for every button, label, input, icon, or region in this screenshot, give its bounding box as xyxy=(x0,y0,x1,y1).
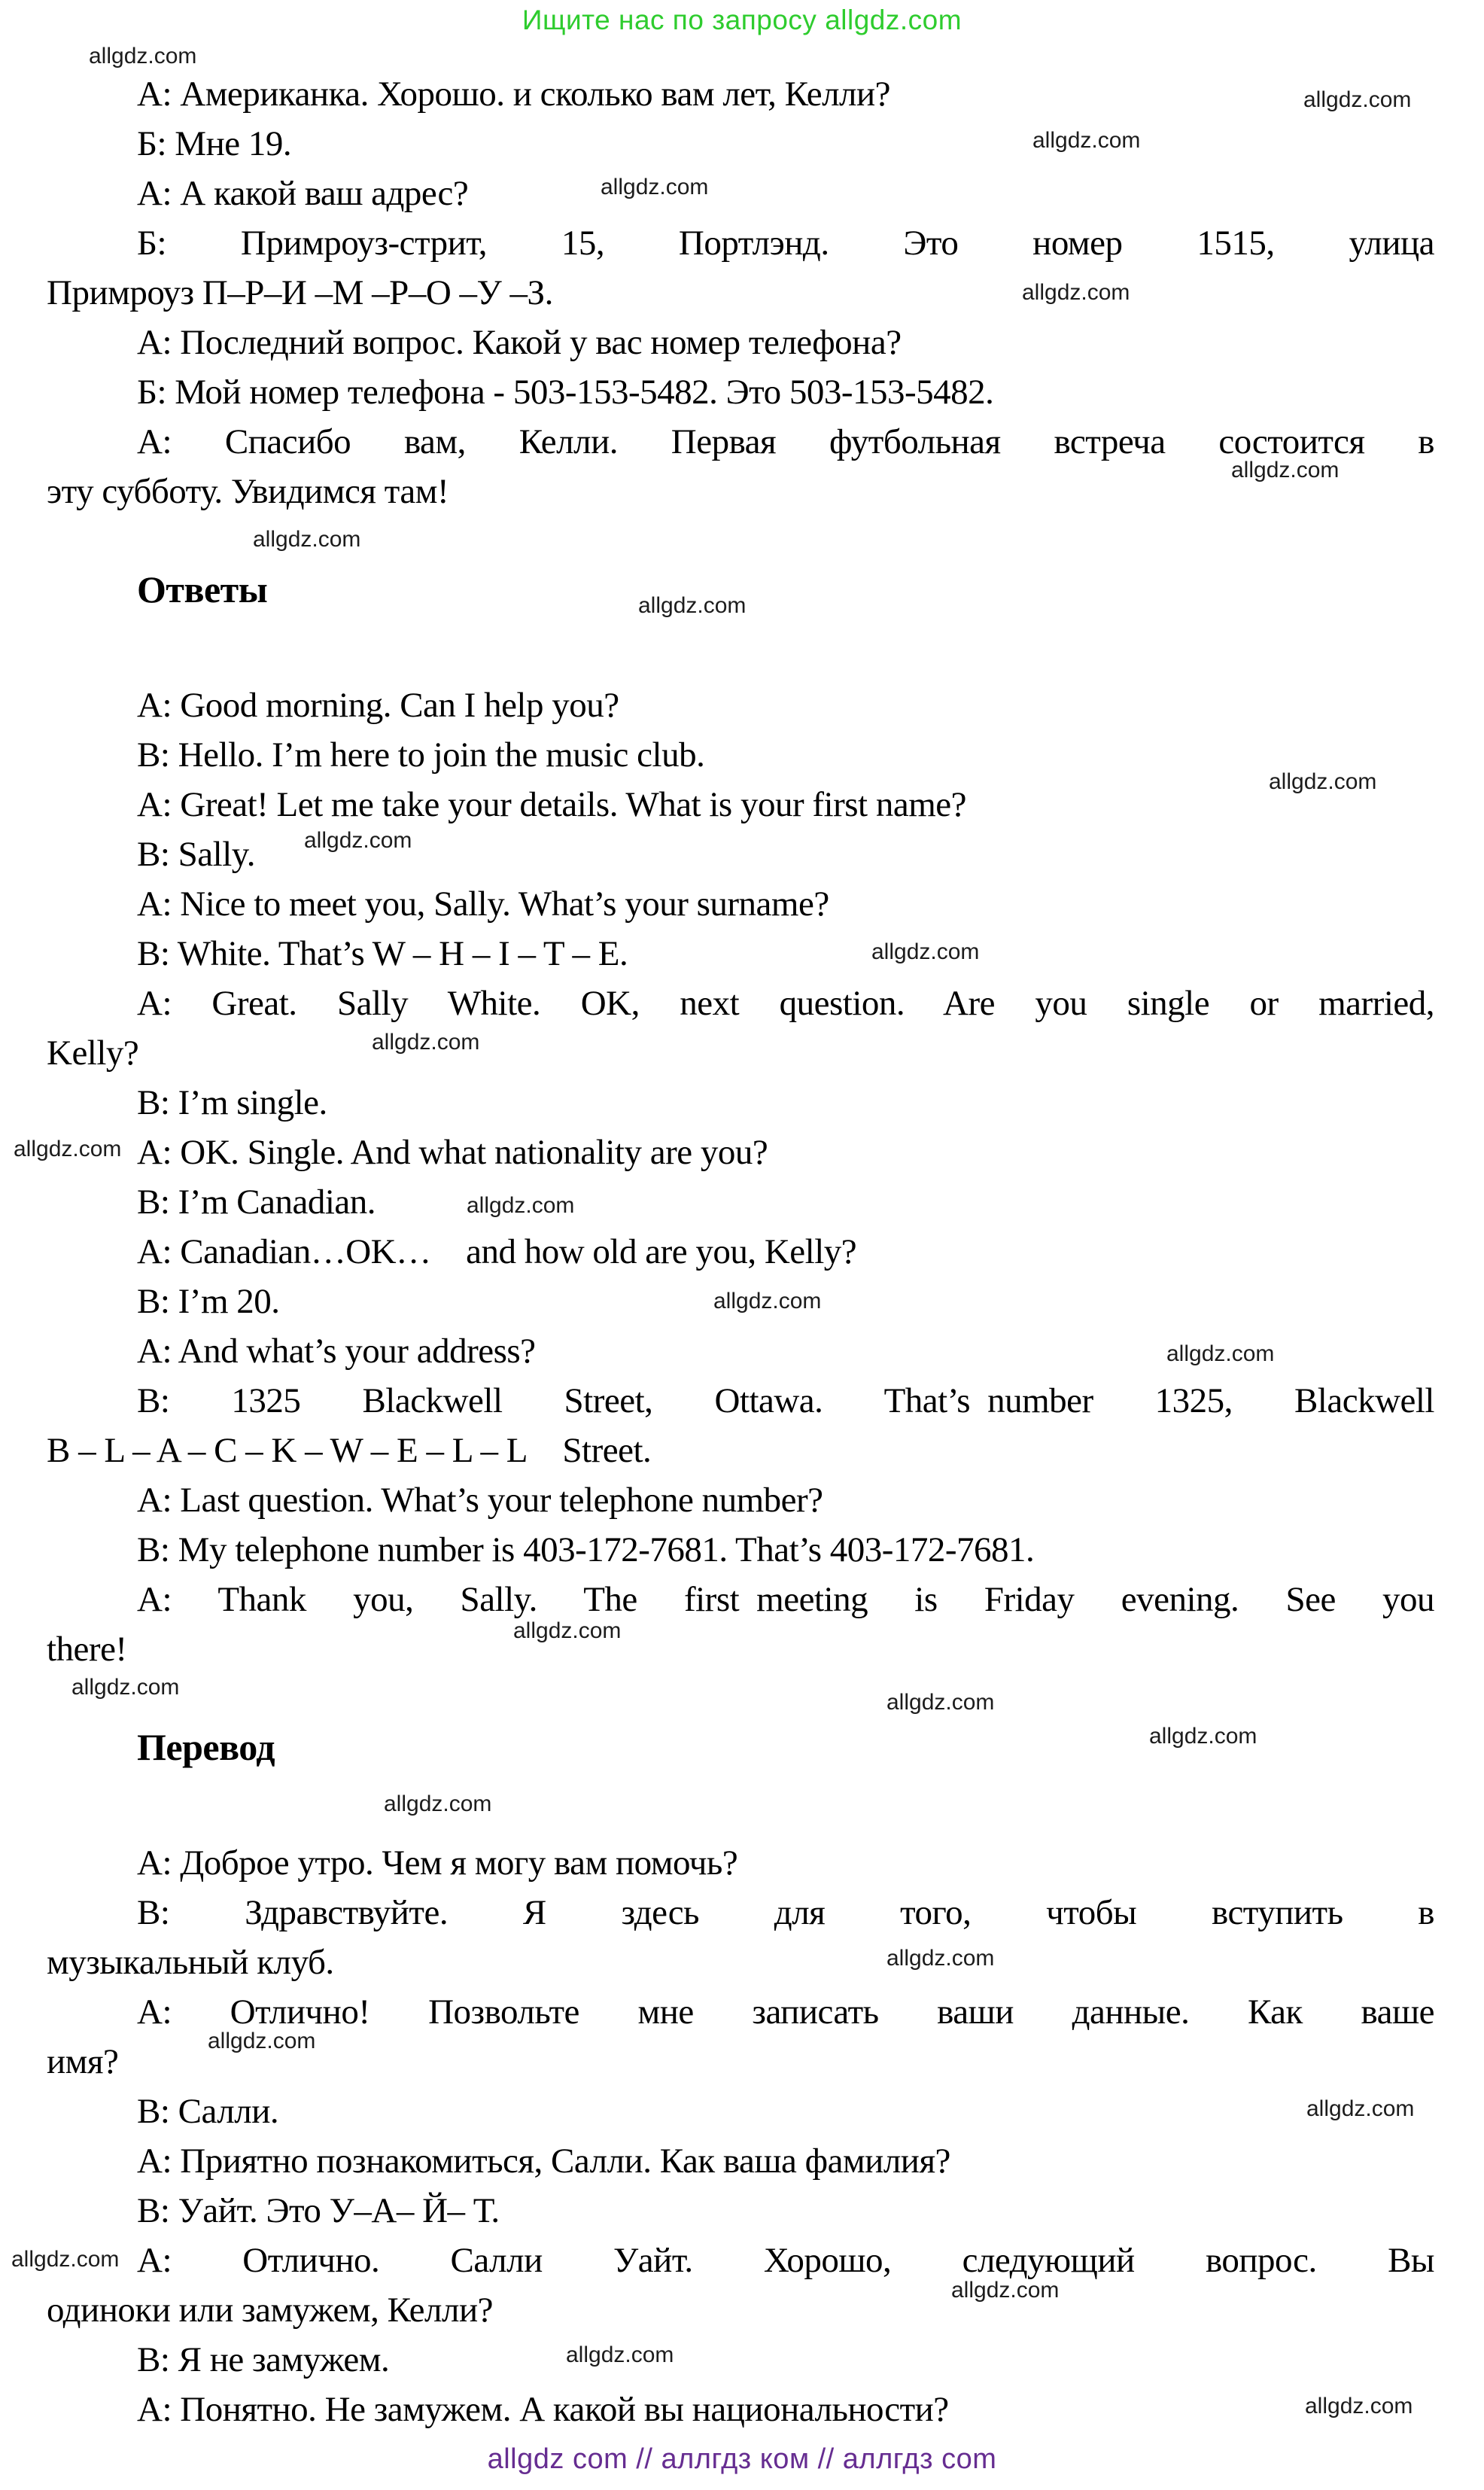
dialogue-line: A: Nice to meet you, Sally. What’s your surname? xyxy=(137,884,829,924)
watermark: allgdz.com xyxy=(1306,2096,1415,2121)
dialogue-line: А: Отлично! Позвольте мне записать ваши данные. Как ваше xyxy=(137,1992,1434,2032)
watermark: allgdz.com xyxy=(253,527,361,552)
watermark: allgdz.com xyxy=(513,1618,622,1643)
dialogue-line: B: White. That’s W – H – I – T – E. xyxy=(137,934,628,973)
watermark: allgdz.com xyxy=(713,1289,822,1313)
dialogue-line: there! xyxy=(47,1630,127,1669)
watermark: allgdz.com xyxy=(1149,1724,1257,1749)
document-content xyxy=(47,69,1434,2434)
watermark: allgdz.com xyxy=(1305,2394,1413,2418)
watermark: allgdz.com xyxy=(638,593,747,618)
dialogue-line: В: Здравствуйте. Я здесь для того, чтобы вступить в xyxy=(137,1893,1434,1932)
dialogue-line: А: Отлично. Салли Уайт. Хорошо, следующий вопрос. Вы xyxy=(137,2241,1434,2280)
watermark: allgdz.com xyxy=(1022,280,1130,305)
dialogue-line: В: Я не замужем. xyxy=(137,2340,390,2379)
watermark: allgdz.com xyxy=(1166,1341,1275,1366)
watermark: allgdz.com xyxy=(89,44,197,68)
watermark: allgdz.com xyxy=(871,939,980,964)
dialogue-line: B: Sally. xyxy=(137,835,255,874)
dialogue-line: А: Спасибо вам, Келли. Первая футбольная встреча состоится в xyxy=(137,422,1434,461)
dialogue-line: одиноки или замужем, Келли? xyxy=(47,2291,493,2330)
dialogue-line: B: 1325 Blackwell Street, Ottawa. That’s number 1325, Blackwell xyxy=(137,1381,1434,1420)
watermark: allgdz.com xyxy=(384,1791,492,1816)
watermark: allgdz.com xyxy=(11,2247,120,2272)
watermark: allgdz.com xyxy=(1269,769,1377,794)
section-heading: Перевод xyxy=(137,1726,275,1768)
dialogue-line: A: OK. Single. And what nationality are you? xyxy=(137,1133,768,1172)
dialogue-line: Примроуз П–Р–И –М –Р–О –У –З. xyxy=(47,273,553,312)
site-footer: allgdz com // аллгдз ком // аллгдз com xyxy=(487,2443,997,2475)
dialogue-line: А: Понятно. Не замужем. А какой вы национальности? xyxy=(137,2390,949,2429)
watermark: allgdz.com xyxy=(304,828,412,853)
watermark: allgdz.com xyxy=(886,1946,995,1971)
dialogue-line: A: Canadian…OK… and how old are you, Kelly? xyxy=(137,1232,857,1271)
watermark: allgdz.com xyxy=(951,2278,1060,2303)
dialogue-line: музыкальный клуб. xyxy=(47,1943,334,1982)
dialogue-line: А: Американка. Хорошо. и сколько вам лет, Келли? xyxy=(137,75,891,114)
dialogue-line: А: Доброе утро. Чем я могу вам помочь? xyxy=(137,1843,738,1883)
dialogue-line: В: Салли. xyxy=(137,2092,279,2131)
watermark: allgdz.com xyxy=(566,2342,674,2367)
watermark: allgdz.com xyxy=(601,175,709,199)
dialogue-line: B: I’m 20. xyxy=(137,1282,280,1321)
dialogue-line: А: Последний вопрос. Какой у вас номер телефона? xyxy=(137,323,902,362)
dialogue-line: имя? xyxy=(47,2042,119,2081)
dialogue-line: B: I’m Canadian. xyxy=(137,1183,376,1222)
dialogue-line: B: I’m single. xyxy=(137,1083,327,1122)
watermark: allgdz.com xyxy=(467,1193,575,1218)
watermark: allgdz.com xyxy=(1231,458,1340,482)
watermark: allgdz.com xyxy=(208,2029,316,2053)
dialogue-line: В: Уайт. Это У–А– Й– Т. xyxy=(137,2191,500,2230)
dialogue-line: B: My telephone number is 403-172-7681. That’s 403-172-7681. xyxy=(137,1530,1035,1569)
dialogue-line: A: Good morning. Can I help you? xyxy=(137,686,619,725)
watermark: allgdz.com xyxy=(1032,128,1141,153)
dialogue-line: B: Hello. I’m here to join the music club. xyxy=(137,735,705,775)
section-heading: Ответы xyxy=(137,568,268,610)
site-promo-header: Ищите нас по запросу allgdz.com xyxy=(522,5,962,35)
watermark: allgdz.com xyxy=(1303,87,1412,112)
dialogue-line: эту субботу. Увидимся там! xyxy=(47,472,449,511)
dialogue-line: A: Great! Let me take your details. What is your first name? xyxy=(137,785,966,824)
dialogue-line: A: And what’s your address? xyxy=(137,1332,536,1371)
dialogue-line: B – L – A – C – K – W – E – L – L Street. xyxy=(47,1431,652,1470)
watermark: allgdz.com xyxy=(372,1030,480,1055)
watermark: allgdz.com xyxy=(71,1675,180,1700)
dialogue-line: Б: Мой номер телефона - 503-153-5482. Это 503-153-5482. xyxy=(137,373,994,412)
watermark: allgdz.com xyxy=(886,1690,995,1715)
dialogue-line: A: Great. Sally White. OK, next question. Are you single or married, xyxy=(137,984,1434,1023)
dialogue-line: A: Thank you, Sally. The first meeting is Friday evening. See you xyxy=(137,1580,1434,1619)
dialogue-line: А: А какой ваш адрес? xyxy=(137,174,469,213)
watermark: allgdz.com xyxy=(14,1137,122,1161)
dialogue-line: A: Last question. What’s your telephone number? xyxy=(137,1481,823,1520)
dialogue-line: Kelly? xyxy=(47,1033,139,1073)
dialogue-line: Б: Мне 19. xyxy=(137,124,292,163)
dialogue-line: А: Приятно познакомиться, Салли. Как ваша фамилия? xyxy=(137,2141,950,2181)
dialogue-line: Б: Примроуз-стрит, 15, Портлэнд. Это номер 1515, улица xyxy=(137,224,1434,263)
